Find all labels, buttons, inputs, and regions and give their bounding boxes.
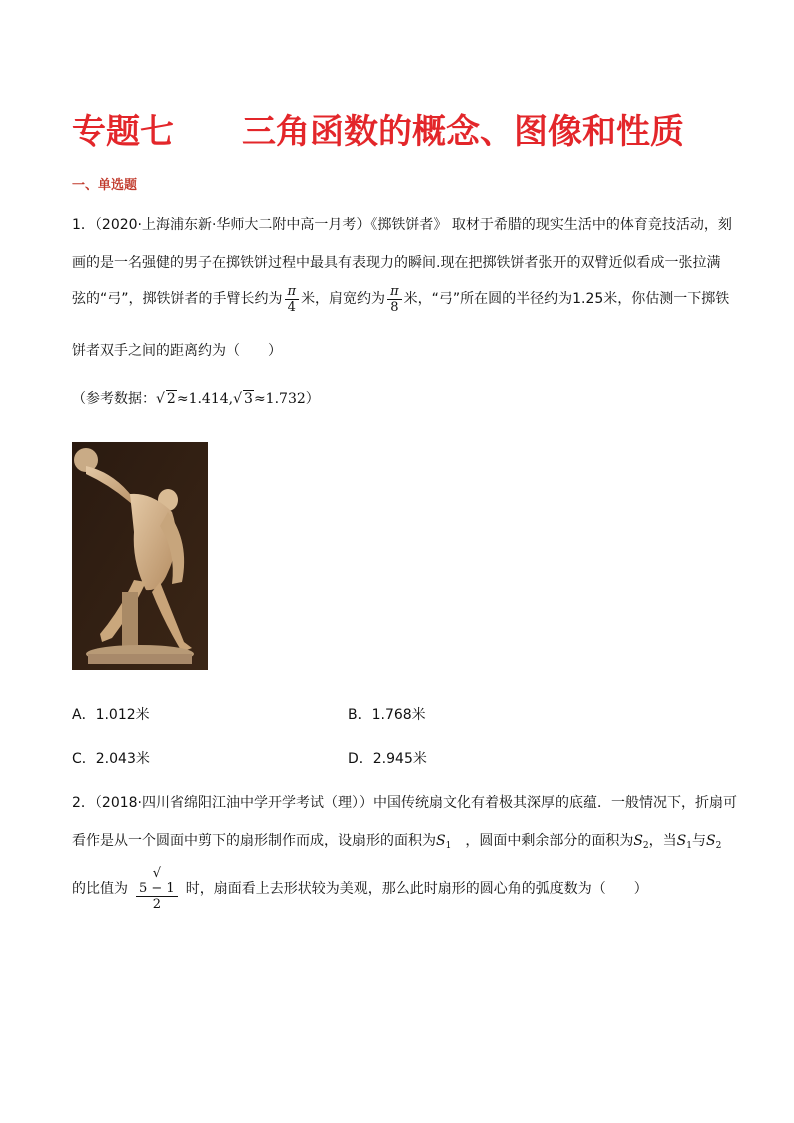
option-c: C．2.043米 [72, 751, 150, 767]
option-b: B．1.768米 [348, 707, 426, 723]
fraction-pi-over-8: $\frac{\pi}{8}$ [387, 284, 402, 315]
option-a: A．1.012米 [72, 707, 150, 723]
q2-line2: 看作是从一个圆面中剪下的扇形制作而成，设扇形的面积为$S_1$ ，圆面中剩余部分的面积为$S_2$，当$S_1$与$S_2$ [72, 833, 722, 851]
q1-line3: 弦的“弓”，掷铁饼者的手臂长约为 $\frac{\pi}{4}$ 米，肩宽约为 $\frac{\pi}{8}$ 米，“弓”所在圆的半径约为1.25米，你估测一下掷铁 [72, 283, 730, 315]
q1-line2: 画的是一名强健的男子在掷铁饼过程中最具有表现力的瞬间.现在把掷铁饼者张开的双臂近似看成一张拉满 [72, 255, 721, 271]
sqrt-icon: √ [156, 391, 165, 407]
q1-line4: 饼者双手之间的距离约为（ ） [72, 343, 282, 359]
fraction-sqrt5-minus-1-over-2: √ 5 − 1 2 [136, 866, 178, 912]
fraction-pi-over-4: $\frac{\pi}{4}$ [285, 284, 300, 315]
q1-line1: 1．（2020·上海浦东新·华师大二附中高一月考）《掷铁饼者》 取材于希腊的现实生活中的体育竞技活动，刻 [72, 217, 732, 233]
s2-symbol: $S_2$ [633, 833, 649, 851]
s2-symbol: $S_2$ [705, 833, 722, 851]
sqrt-icon: √ [152, 866, 161, 881]
s1-symbol: $S_1$ [436, 833, 452, 851]
title-part2: 三角函数的概念、图像和性质 [242, 112, 684, 152]
sqrt-icon: √ [233, 391, 243, 407]
q1-reference-data: （参考数据：√ 2≈1.414,√ 3≈1.732） [72, 391, 320, 407]
s1-symbol: $S_1$ [676, 833, 692, 851]
title-part1: 专题七 [72, 112, 174, 152]
page-title [72, 104, 684, 153]
discobolus-statue-image [72, 442, 208, 670]
q2-line1: 2．（2018·四川省绵阳江油中学开学考试（理））中国传统扇文化有着极其深厚的底蕴．一般情况下，折扇可 [72, 795, 737, 811]
option-d: D．2.945米 [348, 751, 427, 767]
section-heading: 一、单选题 [72, 178, 138, 193]
q2-line3: 的比值为 √ 5 − 1 2 时，扇面看上去形状较为美观，那么此时扇形的圆心角的弧度数为（ ） [72, 866, 648, 912]
